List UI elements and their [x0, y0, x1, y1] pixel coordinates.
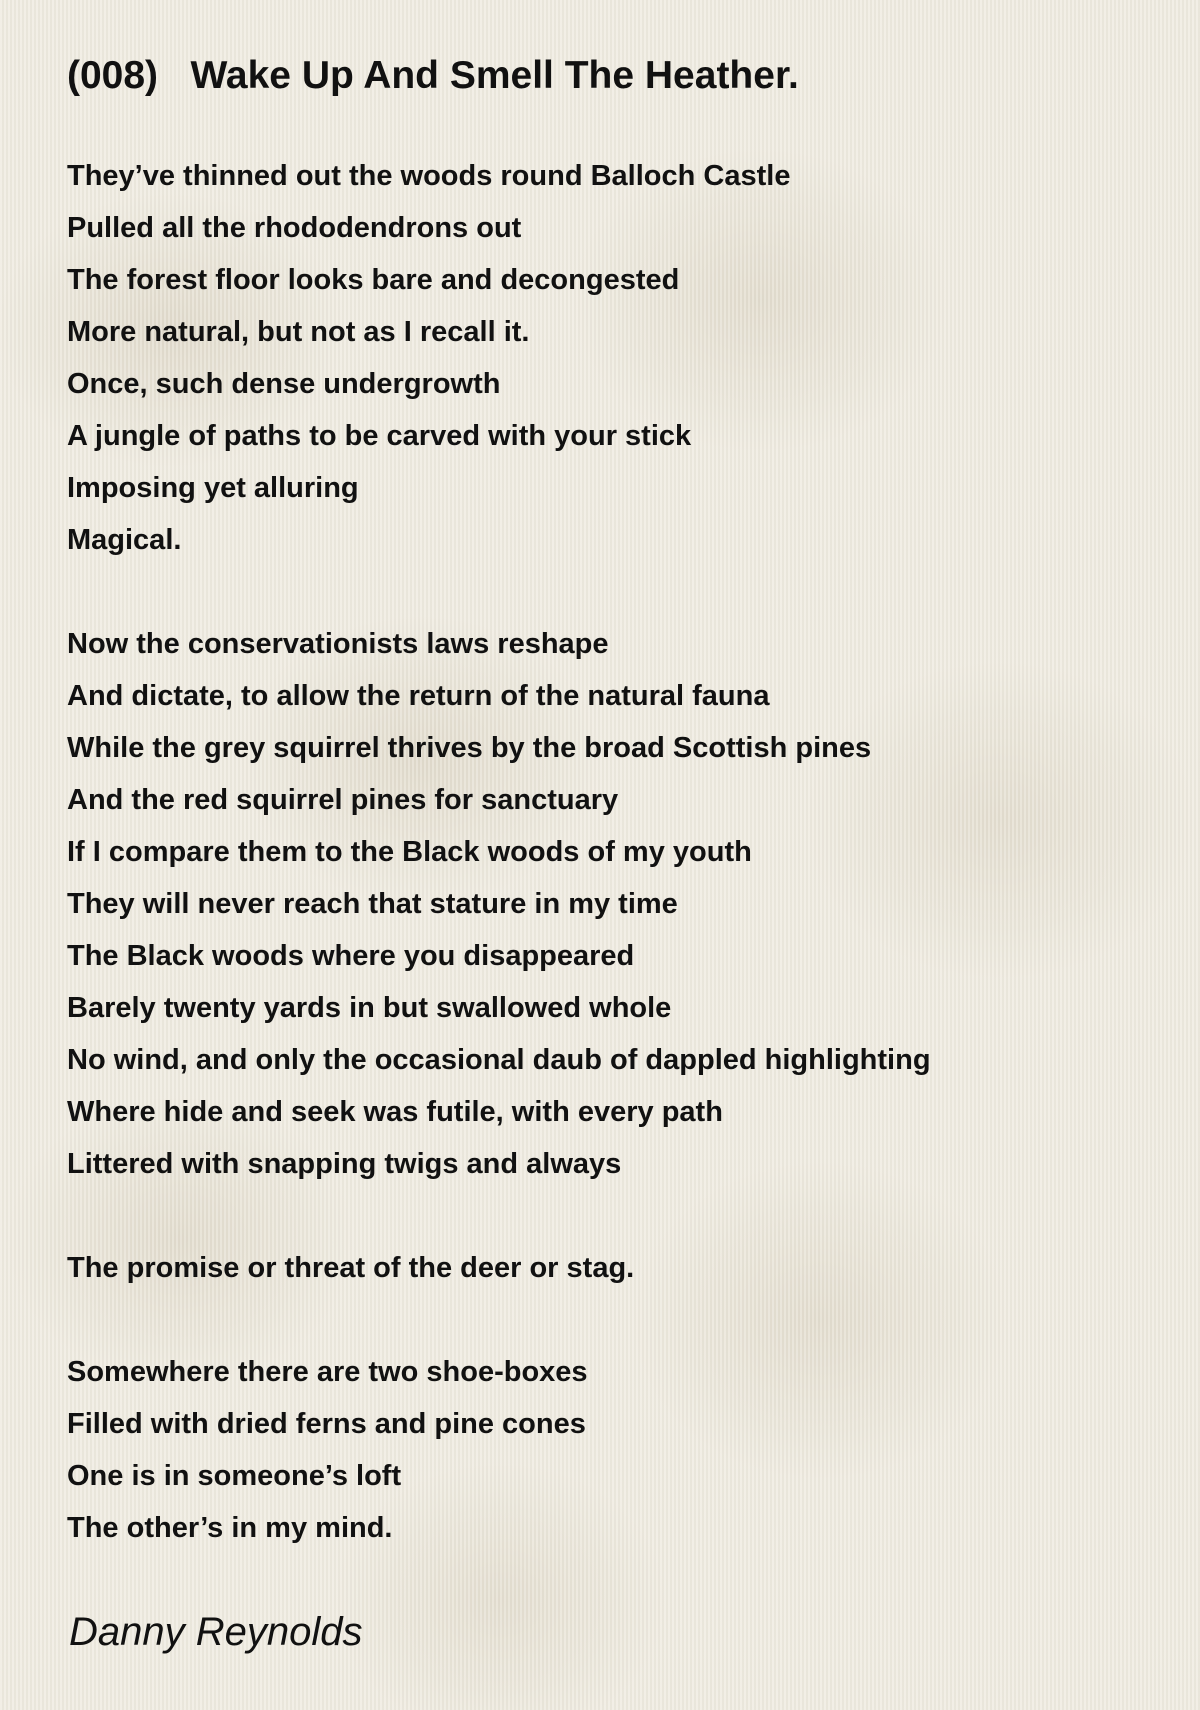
poem-line: The promise or threat of the deer or stag.	[67, 1252, 635, 1284]
poem-line: Barely twenty yards in but swallowed whole	[67, 992, 672, 1024]
poem-line: They’ve thinned out the woods round Balloch Castle	[67, 160, 791, 192]
poem-line: Somewhere there are two shoe-boxes	[67, 1356, 588, 1388]
poem-line: A jungle of paths to be carved with your stick	[67, 420, 692, 452]
poem-line: Magical.	[67, 524, 182, 556]
stanza	[67, 1346, 931, 1554]
poem-line: If I compare them to the Black woods of my youth	[67, 836, 752, 868]
stanza	[67, 618, 931, 1190]
poem-line: More natural, but not as I recall it.	[67, 316, 530, 348]
poem-title: (008) Wake Up And Smell The Heather.	[67, 54, 799, 97]
poem-line: Once, such dense undergrowth	[67, 368, 501, 400]
poem-line: They will never reach that stature in my time	[67, 888, 678, 920]
poem-line: The forest floor looks bare and decongested	[67, 264, 680, 296]
poem-line: The other’s in my mind.	[67, 1512, 393, 1544]
poem-line: No wind, and only the occasional daub of dappled highlighting	[67, 1044, 931, 1076]
poem-line: And dictate, to allow the return of the natural fauna	[67, 680, 770, 712]
poem-body	[67, 150, 931, 1554]
poem-line: While the grey squirrel thrives by the broad Scottish pines	[67, 732, 872, 764]
poem-line: One is in someone’s loft	[67, 1460, 402, 1492]
poem-line: The Black woods where you disappeared	[67, 940, 635, 972]
poem-line: Littered with snapping twigs and always	[67, 1148, 622, 1180]
poem-line: Now the conservationists laws reshape	[67, 628, 609, 660]
poem-author: Danny Reynolds	[69, 1610, 363, 1654]
stanza	[67, 150, 931, 566]
poem-line: Imposing yet alluring	[67, 472, 359, 504]
poem-line: Where hide and seek was futile, with every path	[67, 1096, 723, 1128]
poem-line: Filled with dried ferns and pine cones	[67, 1408, 586, 1440]
poem-line: Pulled all the rhododendrons out	[67, 212, 522, 244]
stanza	[67, 1242, 931, 1294]
poem-line: And the red squirrel pines for sanctuary	[67, 784, 619, 816]
